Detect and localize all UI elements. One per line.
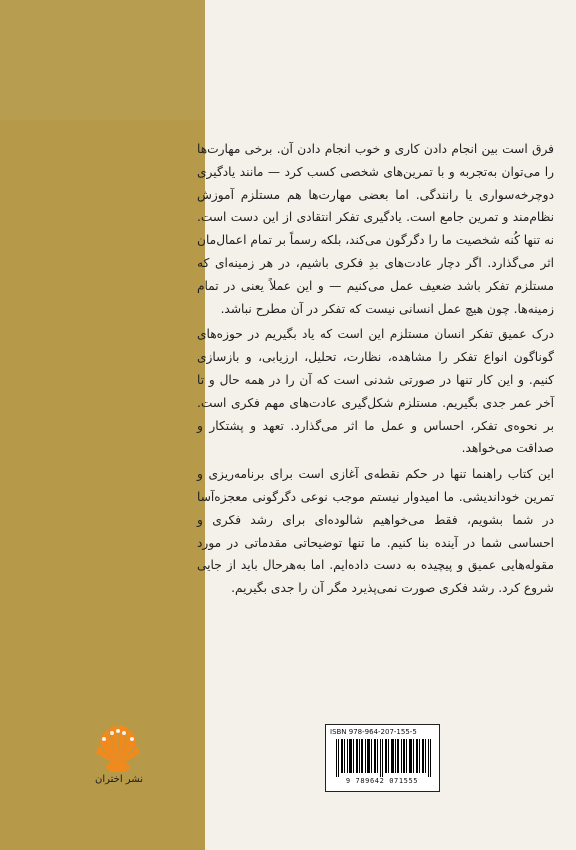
publisher-name: نشر اختران bbox=[94, 774, 144, 785]
blurb-text bbox=[197, 138, 554, 600]
blurb-paragraph-3: این کتاب راهنما تنها در حکم نقطه‌ی آغازی است برای برنامه‌ریزی و تمرین خوداندیشی. ما امیدوار نیستم موجب نوعی دگرگونی معجزه‌آسا در شما بشویم، فقط می‌خواهیم شالوده‌ای برای رشد فکری و احساسی شما در آینده بنا کنیم. ما تنها توضیحاتی مقدماتی در مورد مقوله‌هایی عمیق و پیچیده به دست داده‌ایم. اما به‌هرحال باید از جایی شروع کرد. رشد فکری صورت نمی‌پذیرد مگر آن را جدی بگیریم. bbox=[197, 467, 554, 596]
publisher-logo-icon bbox=[90, 715, 146, 775]
blurb-paragraph-2: درک عمیق تفکر انسان مستلزم این است که یاد بگیریم در حوزه‌های گوناگون انواع تفکر را مشاهده، نظارت، تحلیل، ارزیابی، و بازسازی کنیم. و این کار تنها در صورتی شدنی است که آن را در همه حال و تا آخر عمر جدی بگیریم. مستلزم شکل‌گیری عادت‌های مهم فکری است. بر نحوه‌ی تفکر، احساس و عمل ما اثر می‌گذارد. تعهد و پشتکار و صداقت می‌خواهد. bbox=[197, 327, 554, 456]
barcode-digits: 9 789642 071555 bbox=[345, 777, 419, 785]
isbn-label: ISBN 978-964-207-155-5 bbox=[330, 728, 417, 736]
blurb-paragraph-1: فرق است بین انجام دادن کاری و خوب انجام دادن آن. برخی مهارت‌ها را می‌توان به‌تجربه و با تمرین‌های شخصی کسب کرد — مانند یادگیری دوچرخه‌سواری یا رانندگی. اما بعضی مهارت‌ها هم مستلزم آموزش نظام‌مند و تمرین جامع است. یادگیری تفکر انتقادی از این دست است. نه تنها کُنه شخصیت ما را دگرگون می‌کند، بلکه رسماً بر تمام اعمال‌مان اثر می‌گذارد. اگر دچار عادت‌های بدِ فکری باشیم، در هر زمینه‌ای که مستلزم تفکر باشد ضعیف عمل می‌کنیم — و این عملاً یعنی در تمام زمینه‌ها. چون هیچ عمل انسانی نیست که تفکر در آن مطرح نباشد. bbox=[197, 142, 554, 316]
isbn-barcode bbox=[325, 724, 440, 792]
barcode-icon bbox=[336, 739, 432, 777]
